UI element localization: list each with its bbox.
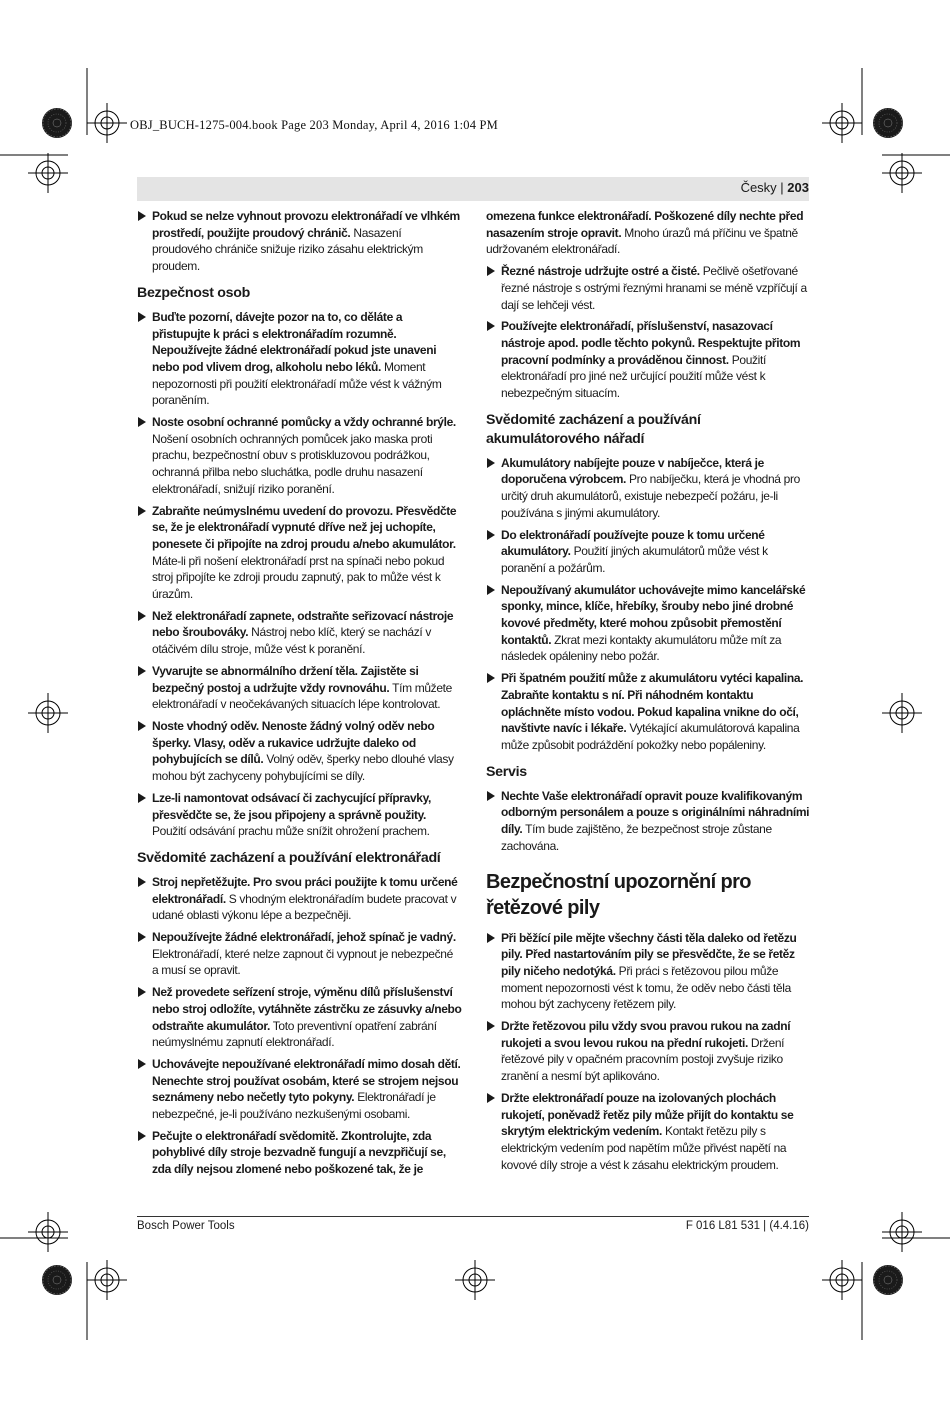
explanation-text: Nástroj nebo klíč, který se nachází v otáčivém dílu stroje, může vést k poranění. xyxy=(152,625,431,657)
explanation-text: Máte-li při nošení elektronářadí prst na spínači nebo pokud stroj připojíte ke zdroji proudu zapnutý, pak to může vést k úrazům. xyxy=(152,553,445,602)
explanation-text: Vytékající akumulátorová kapalina může způsobit podráždění pokožky nebo popáleniny. xyxy=(501,721,800,752)
explanation-text: Kontakt řetězu pily s elektrickým vedením pod napětím může přivést napětí na kovové díly stroje a vést k zásahu elektrickým proudem. xyxy=(501,1124,787,1172)
bullet-item xyxy=(137,414,462,498)
explanation-text: Zkrat mezi kontakty akumulátoru může mít za následek opáleniny nebo požár. xyxy=(501,632,782,664)
explanation-text: Toto preventivní opatření zabrání neúmyslnému zapnutí elektronářadí. xyxy=(152,1018,437,1050)
bullet-triangle-icon xyxy=(487,321,495,331)
explanation-text: Pro nabíječku, která je vhodná pro určitý druh akumulátorů, existuje nebezpečí požáru, je-li používána s jinými akumulátory. xyxy=(501,472,800,520)
explanation-text: Držení řetězové pily v opačném pracovním postoji zvyšuje riziko zranění a nesmí být aplikováno. xyxy=(501,1035,785,1084)
bullet-item xyxy=(486,582,811,666)
bullet-triangle-icon xyxy=(138,506,146,516)
header-language: Česky xyxy=(740,180,777,195)
bold-instruction: Než elektronářadí zapnete, odstraňte seřizovací nástroje nebo šroubováky. xyxy=(152,608,454,640)
bullet-triangle-icon xyxy=(138,666,146,676)
bullet-triangle-icon xyxy=(138,721,146,731)
section-heading: Servis xyxy=(486,763,527,780)
bullet-triangle-icon xyxy=(138,932,146,942)
bullet-item xyxy=(137,984,462,1051)
header-separator: | xyxy=(776,180,788,195)
explanation-text: Mnoho úrazů má příčinu ve špatně udržovaném elektronářadí. xyxy=(486,225,798,257)
bold-instruction: Zabraňte neúmyslnému uvedení do provozu. Přesvědčte se, že je elektronářadí vypnuté dříve než jej uchopíte, ponesete či připojíte na zdroj proudu a/nebo akumulátor. xyxy=(152,503,457,551)
left-column xyxy=(137,208,462,1183)
page-header xyxy=(741,180,809,195)
explanation-text: Použití jiných akumulátorů může vést k poranění a požárům. xyxy=(501,544,768,575)
bullet-triangle-icon xyxy=(138,793,146,803)
bullet-triangle-icon xyxy=(487,791,495,801)
explanation-text: Při práci s řetězovou pilou může moment nepozornosti vést k tomu, že oděv nebo části těla mohou být zachyceny řetězem pily. xyxy=(501,963,791,1012)
bullet-triangle-icon xyxy=(487,1021,495,1031)
explanation-text: S vhodným elektronářadím budete pracovat v udané oblasti výkonu lépe a bezpečněji. xyxy=(152,891,457,923)
section-heading: Svědomité zacházení a používání akumulátorového nářadí xyxy=(486,411,701,447)
bold-instruction: Stroj nepřetěžujte. Pro svou práci použijte k tomu určené elektronářadí. xyxy=(152,874,458,906)
bullet-item xyxy=(137,208,462,275)
explanation-text: Volný oděv, šperky nebo dlouhé vlasy mohou být zachyceny pohybujícími se díly. xyxy=(152,752,454,784)
bullet-item xyxy=(137,874,462,924)
bullet-triangle-icon xyxy=(138,312,146,322)
bullet-item xyxy=(137,1056,462,1123)
bullet-item xyxy=(486,1090,811,1174)
explanation-text: Tím můžete elektronářadí v neočekávaných situacích lépe kontrolovat. xyxy=(152,680,452,712)
bullet-item xyxy=(486,930,811,1014)
bullet-item xyxy=(137,790,462,840)
bold-instruction: Pokud se nelze vyhnout provozu elektronářadí ve vlhkém prostředí, použijte proudový chránič. xyxy=(152,209,460,240)
explanation-text: Nošení osobních ochranných pomůcek jako maska proti prachu, bezpečnostní obuv s protiskluzovou podrážkou, ochranná přilba nebo sluchátka, podle druhu nasazení elektronářadí, snižují riziko poranění. xyxy=(152,431,433,496)
section-heading: Bezpečnost osob xyxy=(137,284,250,301)
bullet-triangle-icon xyxy=(138,211,146,221)
bold-instruction: Při špatném použití může z akumulátoru vytéci kapalina. Zabraňte kontaktu s ní. Při náhodném kontaktu opláchněte místo vodou. Pokud kapalina vnikne do očí, navštivte navíc i lékaře. xyxy=(501,671,804,736)
section-heading: Svědomité zacházení a používání elektronářadí xyxy=(137,849,441,866)
bold-instruction: Řezné nástroje udržujte ostré a čisté. xyxy=(501,264,700,279)
explanation-text: Použití elektronářadí pro jiné než určující použití může vést k nebezpečným situacím. xyxy=(501,352,766,401)
bullet-item xyxy=(486,263,811,313)
bullet-item xyxy=(486,670,811,754)
bullet-item xyxy=(137,1128,462,1178)
footer-doc-number: F 016 L81 531 | (4.4.16) xyxy=(685,1220,809,1232)
bold-instruction: Nechte Vaše elektronářadí opravit pouze kvalifikovaným odborným personálem a pouze s originálními náhradními díly. xyxy=(501,788,810,837)
bullet-item xyxy=(486,788,811,855)
bold-instruction: Noste osobní ochranné pomůcky a vždy ochranné brýle. xyxy=(152,415,456,430)
bullet-triangle-icon xyxy=(138,1131,146,1141)
bold-instruction: Uchovávejte nepoužívané elektronářadí mimo dosah dětí. Nenechte stroj používat osobám, které se strojem nejsou seznámeny nebo nečetly tyto pokyny. xyxy=(152,1056,461,1105)
print-slug: OBJ_BUCH-1275-004.book Page 203 Monday, April 4, 2016 1:04 PM xyxy=(130,118,498,132)
explanation-text: Moment nepozornosti při použití elektronářadí může vést k vážným poraněním. xyxy=(152,359,442,408)
bold-instruction: Do elektronářadí používejte pouze k tomu určené akumulátory. xyxy=(501,527,765,559)
page-number: 203 xyxy=(787,180,809,195)
footer-brand: Bosch Power Tools xyxy=(137,1220,235,1232)
bullet-triangle-icon xyxy=(487,266,495,276)
bullet-triangle-icon xyxy=(487,585,495,595)
bold-instruction: Noste vhodný oděv. Nenoste žádný volný oděv nebo šperky. Vlasy, oděv a rukavice udržujte daleko od pohybujících se dílů. xyxy=(152,718,435,767)
bullet-item xyxy=(137,503,462,603)
bold-instruction: omezena funkce elektronářadí. Poškozené díly nechte před nasazením stroje opravit. xyxy=(486,209,804,240)
bold-instruction: Vyvarujte se abnormálního držení těla. Zajistěte si bezpečný postoj a udržujte vždy rovnováhu. xyxy=(152,663,419,695)
explanation-text: Tím bude zajištěno, že bezpečnost stroje zůstane zachována. xyxy=(501,822,772,853)
bold-instruction: Při běžící pile mějte všechny části těla daleko od řetězu pily. Před nastartováním pily se přesvědčte, že se řetěz pily ničeho nedotýká. xyxy=(501,930,797,978)
bullet-item xyxy=(486,1018,811,1085)
bullet-item xyxy=(486,318,811,402)
explanation-text: Pečlivě ošetřované řezné nástroje s ostrými řeznými hranami se méně vzpříčují a dají se lehčeji vést. xyxy=(501,264,807,312)
bullet-item xyxy=(486,527,811,577)
bold-instruction: Lze-li namontovat odsávací či zachycující přípravky, přesvědčte se, že jsou připojeny a správně použity. xyxy=(152,790,432,822)
bullet-triangle-icon xyxy=(487,458,495,468)
bold-instruction: Nepoužívaný akumulátor uchovávejte mimo kancelářské sponky, mince, klíče, hřebíky, šrouby nebo jiné drobné kovové předměty, které mohou způsobit přemostění kontaktů. xyxy=(501,582,806,647)
bullet-item xyxy=(137,608,462,658)
right-column xyxy=(486,208,811,1178)
bold-instruction: Držte elektronářadí pouze na izolovaných plochách rukojetí, poněvadž řetěz pily může přijít do kontaktu se skrytým elektrickým vedením. xyxy=(501,1090,794,1139)
explanation-text: Elektronářadí je nebezpečné, je-li používáno nezkušenými osobami. xyxy=(152,1090,436,1122)
bold-instruction: Pečujte o elektronářadí svědomitě. Zkontrolujte, zda pohyblivé díly stroje bezvadně fungují a nevzpřičují se, zda díly nejsou zlomené nebo poškozené tak, že je xyxy=(152,1128,446,1177)
bold-instruction: Nepoužívejte žádné elektronářadí, jehož spínač je vadný. xyxy=(152,930,456,945)
bullet-triangle-icon xyxy=(138,1059,146,1069)
bold-instruction: Držte řetězovou pilu vždy svou pravou rukou na zadní rukojeti a svou levou rukou na přední rukojeti. xyxy=(501,1019,791,1050)
bullet-item xyxy=(486,455,811,522)
bullet-triangle-icon xyxy=(138,611,146,621)
bullet-triangle-icon xyxy=(138,417,146,427)
bullet-item xyxy=(137,929,462,979)
bullet-triangle-icon xyxy=(487,933,495,943)
explanation-text: Nasazení proudového chrániče snižuje riziko zásahu elektrickým proudem. xyxy=(152,225,423,274)
section-heading: Bezpečnostní upozornění pro řetězové pily xyxy=(486,870,751,919)
bullet-triangle-icon xyxy=(487,1093,495,1103)
bullet-item xyxy=(137,309,462,409)
bullet-triangle-icon xyxy=(487,530,495,540)
bold-instruction: Používejte elektronářadí, příslušenství, nasazovací nástroje apod. podle těchto pokynů. Respektujte přitom pracovní podmínky a prováděnou činnost. xyxy=(501,319,801,367)
bold-instruction: Než provedete seřízení stroje, výměnu dílů příslušenství nebo stroj odložíte, vytáhněte zástrčku ze zásuvky a/nebo odstraňte akumulátor. xyxy=(152,985,462,1033)
explanation-text: Použití odsávání prachu může snížit ohrožení prachem. xyxy=(152,824,430,839)
header-bar xyxy=(137,177,809,201)
bullet-triangle-icon xyxy=(138,877,146,887)
bullet-item xyxy=(137,718,462,785)
bold-instruction: Akumulátory nabíjejte pouze v nabíječce, která je doporučena výrobcem. xyxy=(501,455,764,487)
continued-paragraph xyxy=(486,208,811,258)
bullet-triangle-icon xyxy=(487,673,495,683)
footer-rule xyxy=(137,1216,809,1217)
bullet-triangle-icon xyxy=(138,987,146,997)
bullet-item xyxy=(137,663,462,713)
explanation-text: Elektronářadí, které nelze zapnout či vypnout je nebezpečné a musí se opravit. xyxy=(152,946,453,978)
bold-instruction: Buďte pozorní, dávejte pozor na to, co děláte a přistupujte k práci s elektronářadím rozumně. Nepoužívejte žádné elektronářadí pokud jste unaveni nebo pod vlivem drog, alkoholu nebo léků. xyxy=(152,309,437,374)
